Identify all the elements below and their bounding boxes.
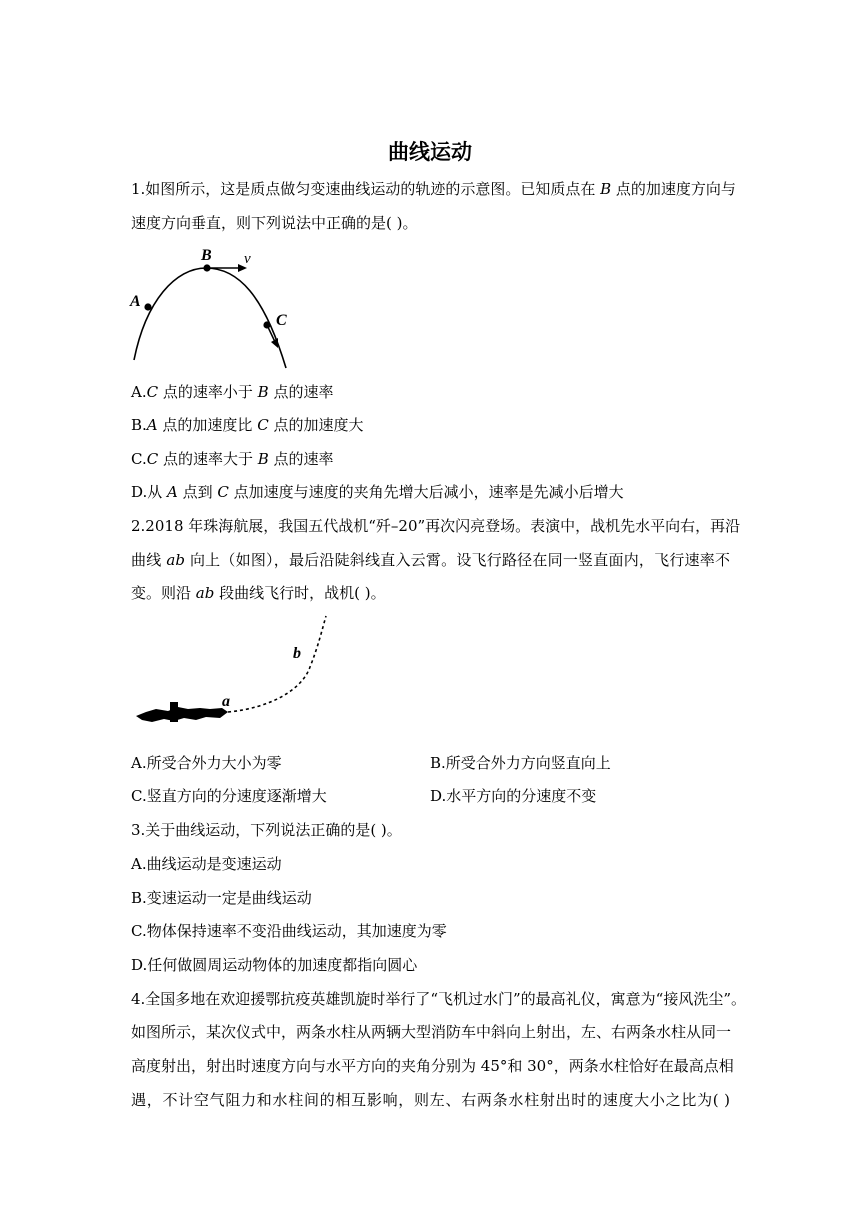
label-a: A	[130, 293, 141, 310]
q1-option-c-var2: B	[257, 450, 269, 468]
q1-option-d	[131, 481, 624, 503]
label-a: a	[222, 693, 230, 710]
q3-option-d: D.任何做圆周运动物体的加速度都指向圆心	[131, 956, 418, 974]
q1-stem-line-2: 速度方向垂直，则下列说法中正确的是( )。	[131, 214, 418, 232]
q2-option-b: B.所受合外力方向竖直向上	[430, 754, 611, 772]
q1-option-a-var2: B	[257, 383, 269, 401]
q1-option-d-var2: C	[217, 483, 229, 501]
q1-option-b	[131, 414, 363, 436]
q2-option-d: D.水平方向的分速度不变	[430, 787, 597, 805]
q2-flight-path-figure	[130, 612, 340, 737]
q2-stem-var-2: ab	[195, 584, 215, 602]
q1-option-a	[131, 381, 333, 403]
q1-option-c-text2: 点的速率	[268, 450, 334, 468]
q2-stem-line-1: 2.2018 年珠海航展，我国五代战机“歼–20”再次闪亮登场。表演中，战机先水平向右，再沿	[131, 517, 741, 535]
trajectory-curve	[134, 268, 286, 368]
label-v: v	[244, 251, 251, 267]
q1-stem-text: 1.如图所示，这是质点做匀变速曲线运动的轨迹的示意图。已知质点在	[131, 180, 601, 198]
q1-stem-line-1	[131, 178, 736, 200]
q2-stem-text: 曲线	[131, 551, 167, 569]
page-title: 曲线运动	[388, 140, 472, 164]
q1-option-b-var1: A	[146, 416, 158, 434]
fighter-jet-tail-icon	[170, 702, 178, 722]
q3-option-a: A.曲线运动是变速运动	[131, 855, 282, 873]
q4-stem-line-1: 4.全国多地在欢迎援鄂抗疫英雄凯旋时举行了“飞机过水门”的最高礼仪，寓意为“接风洗尘”。	[131, 990, 746, 1008]
q1-option-d-prefix: D.从	[131, 483, 168, 501]
q1-option-c	[131, 448, 334, 470]
q1-stem-text-end: 点的加速度方向与	[611, 180, 736, 198]
q2-option-a: A.所受合外力大小为零	[131, 754, 282, 772]
q1-option-d-text1: 点到	[177, 483, 218, 501]
q1-option-b-prefix: B.	[131, 416, 147, 434]
q2-stem-var: ab	[166, 551, 185, 569]
q1-option-d-var1: A	[167, 483, 178, 501]
q2-stem-text-2-end: 段曲线飞行时，战机( )。	[214, 584, 386, 602]
fighter-jet-icon	[136, 707, 228, 722]
q2-stem-text-end: 向上（如图），最后沿陡斜线直入云霄。设飞行路径在同一竖直面内，飞行速率不	[184, 551, 730, 569]
q1-option-c-prefix: C.	[131, 450, 147, 468]
label-c: C	[276, 312, 287, 329]
q4-stem-line-3: 高度射出，射出时速度方向与水平方向的夹角分别为 45°和 30°，两条水柱恰好在最高点相	[131, 1057, 734, 1075]
label-b: B	[201, 247, 212, 264]
q2-stem-line-2	[131, 549, 730, 571]
q4-stem-line-2: 如图所示，某次仪式中，两条水柱从两辆大型消防车中斜向上射出，左、右两条水柱从同一	[131, 1023, 732, 1041]
q1-option-a-prefix: A.	[131, 383, 147, 401]
q1-option-a-text2: 点的速率	[268, 383, 334, 401]
q4-stem-line-4: 遇，不计空气阻力和水柱间的相互影响，则左、右两条水柱射出时的速度大小之比为( )	[131, 1091, 730, 1109]
q1-trajectory-figure	[126, 240, 306, 370]
q1-option-b-var2: C	[257, 416, 269, 434]
q2-stem-line-3	[131, 582, 386, 604]
q1-option-a-var1: C	[146, 383, 159, 401]
flight-path-curve	[228, 616, 326, 712]
point-a-dot	[144, 303, 151, 310]
q1-option-c-var1: C	[146, 450, 159, 468]
q3-stem: 3.关于曲线运动，下列说法正确的是( )。	[131, 821, 402, 839]
q1-option-a-text1: 点的速率小于	[158, 383, 258, 401]
q3-option-b: B.变速运动一定是曲线运动	[131, 889, 312, 907]
q2-stem-text-2: 变。则沿	[131, 584, 196, 602]
q3-option-c: C.物体保持速率不变沿曲线运动，其加速度为零	[131, 922, 447, 940]
q2-option-c: C.竖直方向的分速度逐渐增大	[131, 787, 327, 805]
q1-option-b-text2: 点的加速度大	[268, 416, 364, 434]
label-b: b	[293, 645, 301, 662]
q1-option-d-text2: 点加速度与速度的夹角先增大后减小，速率是先减小后增大	[228, 483, 624, 501]
q1-option-c-text1: 点的速率大于	[158, 450, 258, 468]
q1-option-b-text1: 点的加速度比	[157, 416, 258, 434]
q1-stem-var: B	[600, 180, 612, 198]
